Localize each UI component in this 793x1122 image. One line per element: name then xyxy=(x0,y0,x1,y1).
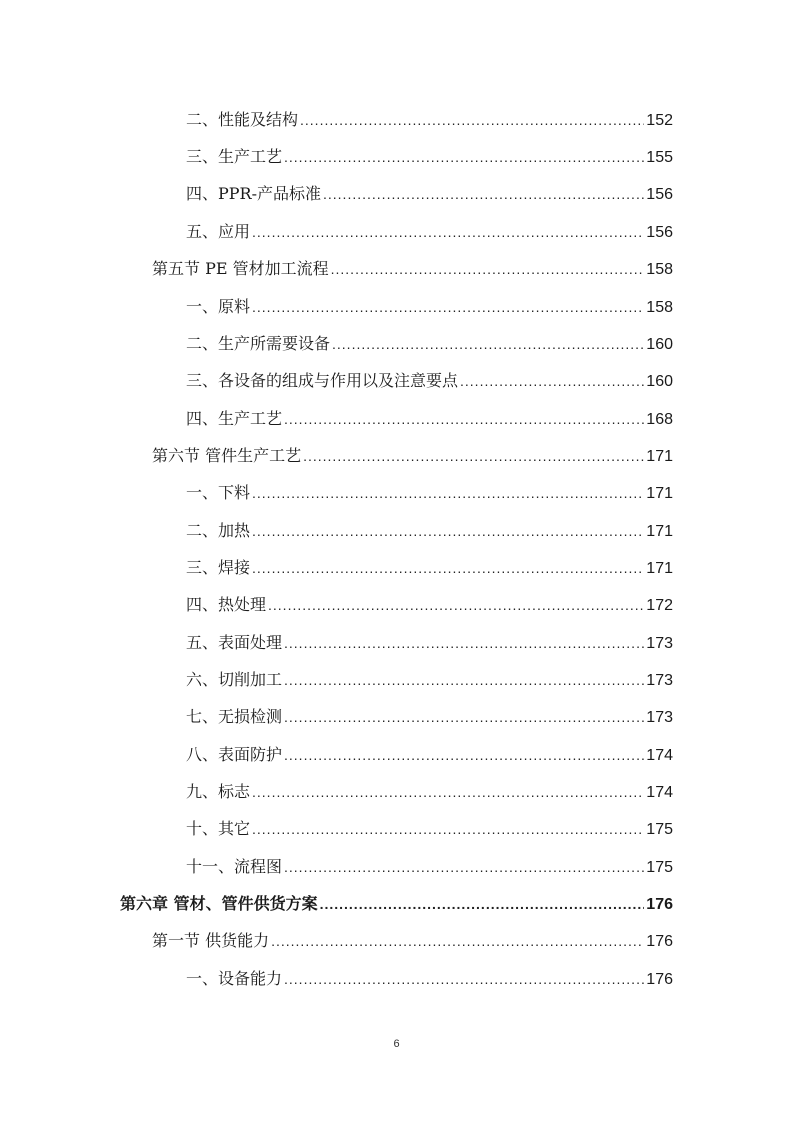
toc-entry-page: 160 xyxy=(646,336,673,353)
dot-leader xyxy=(252,481,644,505)
toc-entry[interactable] xyxy=(186,967,673,991)
dot-leader xyxy=(284,967,644,991)
toc-entry[interactable] xyxy=(186,668,673,692)
toc-entry[interactable] xyxy=(186,855,673,879)
toc-entry-page: 174 xyxy=(646,784,673,801)
dot-leader xyxy=(284,855,644,879)
toc-entry-page: 168 xyxy=(646,411,673,428)
toc-entry[interactable] xyxy=(186,817,673,841)
dot-leader xyxy=(320,892,645,916)
dot-leader xyxy=(284,705,644,729)
toc-entry[interactable] xyxy=(186,145,673,169)
toc-entry-section[interactable] xyxy=(152,257,673,281)
toc-entry[interactable] xyxy=(186,593,673,617)
dot-leader xyxy=(284,145,644,169)
toc-entry-page: 175 xyxy=(646,821,673,838)
toc-entry-title: 第一节 供货能力 xyxy=(152,931,270,950)
dot-leader xyxy=(284,631,644,655)
toc-entry-page: 176 xyxy=(646,933,673,950)
dot-leader xyxy=(268,593,644,617)
dot-leader xyxy=(331,257,645,281)
toc-entry-title: 二、性能及结构 xyxy=(186,110,299,129)
toc-entry[interactable] xyxy=(186,108,673,132)
toc-entry-title: 第六节 管件生产工艺 xyxy=(152,446,302,465)
toc-entry-page: 158 xyxy=(646,299,673,316)
toc-entry-page: 173 xyxy=(646,635,673,652)
toc-entry[interactable] xyxy=(186,631,673,655)
toc-entry-title: 一、下料 xyxy=(186,483,251,502)
toc-entry-title: 四、生产工艺 xyxy=(186,409,283,428)
toc-entry-title: 五、应用 xyxy=(186,222,251,241)
toc-entry-page: 156 xyxy=(646,224,673,241)
dot-leader xyxy=(284,743,644,767)
toc-entry-title: 二、加热 xyxy=(186,521,251,540)
toc-entry[interactable] xyxy=(186,220,673,244)
toc-entry[interactable] xyxy=(186,407,673,431)
toc-entry-page: 175 xyxy=(646,859,673,876)
toc-entry-page: 176 xyxy=(646,896,673,913)
page-number: 6 xyxy=(393,1038,400,1050)
toc-entry-title: 五、表面处理 xyxy=(186,633,283,652)
toc-entry-page: 173 xyxy=(646,672,673,689)
toc-entry-title: 第五节 PE 管材加工流程 xyxy=(152,259,329,278)
toc-entry-title: 一、原料 xyxy=(186,297,251,316)
toc-entry-page: 172 xyxy=(646,597,673,614)
toc-entry[interactable] xyxy=(186,481,673,505)
toc-entry-page: 176 xyxy=(646,971,673,988)
toc-entry[interactable] xyxy=(186,182,673,206)
toc-entry-page: 174 xyxy=(646,747,673,764)
toc-entry-page: 171 xyxy=(646,523,673,540)
dot-leader xyxy=(284,407,644,431)
toc-entry-title: 十、其它 xyxy=(186,819,251,838)
toc-entry[interactable] xyxy=(186,743,673,767)
toc-entry[interactable] xyxy=(186,780,673,804)
toc-entry-title: 四、PPR-产品标准 xyxy=(186,184,321,203)
dot-leader xyxy=(303,444,644,468)
dot-leader xyxy=(252,295,644,319)
toc-entry-chapter[interactable] xyxy=(120,892,673,916)
dot-leader xyxy=(252,220,644,244)
toc-entry-title: 六、切削加工 xyxy=(186,670,283,689)
toc-entry-title: 八、表面防护 xyxy=(186,745,283,764)
toc-entry-title: 三、焊接 xyxy=(186,558,251,577)
toc-entry-title: 四、热处理 xyxy=(186,595,267,614)
toc-entry[interactable] xyxy=(186,332,673,356)
toc-entry-section[interactable] xyxy=(152,929,673,953)
toc-entry-page: 158 xyxy=(646,261,673,278)
toc-entry-title: 九、标志 xyxy=(186,782,251,801)
toc-entry-title: 三、各设备的组成与作用以及注意要点 xyxy=(186,371,459,390)
toc-entry-title: 一、设备能力 xyxy=(186,969,283,988)
toc-entry-title: 第六章 管材、管件供货方案 xyxy=(120,894,318,913)
toc-entry-title: 三、生产工艺 xyxy=(186,147,283,166)
toc-entry-page: 156 xyxy=(646,186,673,203)
toc-entry-page: 171 xyxy=(646,560,673,577)
toc-entry-page: 160 xyxy=(646,373,673,390)
toc-entry-section[interactable] xyxy=(152,444,673,468)
toc-entry-title: 七、无损检测 xyxy=(186,707,283,726)
dot-leader xyxy=(252,780,644,804)
toc-entry-page: 173 xyxy=(646,709,673,726)
dot-leader xyxy=(252,519,644,543)
toc-entry-page: 171 xyxy=(646,485,673,502)
dot-leader xyxy=(271,929,644,953)
toc-entry[interactable] xyxy=(186,295,673,319)
dot-leader xyxy=(460,369,644,393)
toc-entry[interactable] xyxy=(186,369,673,393)
toc-entry-page: 152 xyxy=(646,112,673,129)
toc-entry-title: 二、生产所需要设备 xyxy=(186,334,331,353)
toc-entry[interactable] xyxy=(186,519,673,543)
dot-leader xyxy=(300,108,644,132)
dot-leader xyxy=(284,668,644,692)
dot-leader xyxy=(323,182,644,206)
dot-leader xyxy=(252,817,644,841)
dot-leader xyxy=(332,332,644,356)
dot-leader xyxy=(252,556,644,580)
toc-entry[interactable] xyxy=(186,556,673,580)
toc-entry-page: 171 xyxy=(646,448,673,465)
toc-entry-page: 155 xyxy=(646,149,673,166)
toc-entry-title: 十一、流程图 xyxy=(186,857,283,876)
toc-entry[interactable] xyxy=(186,705,673,729)
